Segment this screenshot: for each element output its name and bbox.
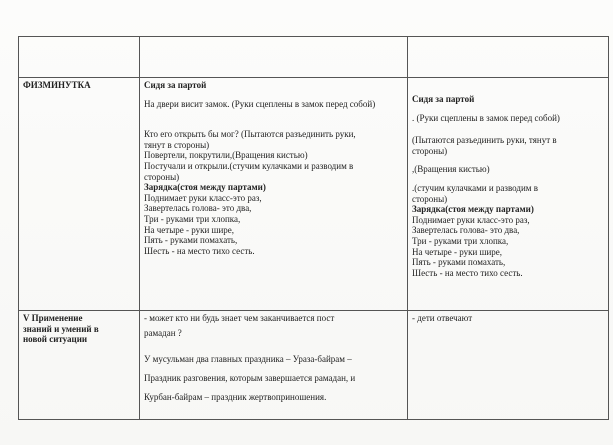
teacher-rhyme-5: Пять - руками помахать, <box>144 235 238 246</box>
teacher-verse-1: На двери висит замок. (Руки сцеплены в замок перед собой) <box>144 98 376 109</box>
teacher-rhyme-2: Завертелась голова- это два, <box>144 203 252 214</box>
student-rhyme-5: Пять - руками помахать, <box>412 257 506 268</box>
teacher-verse-2-line1: Кто его открыть бы мог? (Пытаются разъединить руки, <box>144 129 356 140</box>
stage-label-application-line3: новой ситуации <box>23 334 88 345</box>
teacher-question-line2: рамадан ? <box>144 327 182 338</box>
student-action-2-line1: (Пытаются разъединить руки, тянут в <box>412 135 557 146</box>
student-activity-cell-application <box>408 311 609 420</box>
stage-label-application-line1: V Применение <box>23 313 83 323</box>
student-zaryadka-heading: Зарядка(стоя между партами) <box>412 204 534 215</box>
student-action-2-line2: стороны) <box>412 145 448 156</box>
stage-label-application-line2: знаний и умений в <box>23 323 99 334</box>
student-action-3: ,(Вращения кистью) <box>412 164 490 175</box>
empty-cell-3 <box>408 37 609 78</box>
empty-cell-1 <box>19 37 140 78</box>
teacher-question-line1: - может кто ни будь знает чем заканчивается пост <box>144 313 335 323</box>
student-action-1: . (Руки сцеплены в замок перед собой) <box>412 112 560 123</box>
student-action-4-line1: .(стучим кулачками и разводим в <box>412 182 538 193</box>
teacher-verse-2-line3: Повертели, покрутили,(Вращения кистью) <box>144 150 308 161</box>
empty-cell-2 <box>140 37 408 78</box>
table-row-fizminutka <box>19 78 609 311</box>
student-rhyme-1: Поднимает руки класс-это раз, <box>412 214 530 225</box>
teacher-explanation-line1: У мусульман два главных праздника – Ураза-байрам – <box>144 354 352 365</box>
teacher-rhyme-4: На четыре - руки шире, <box>144 224 235 235</box>
student-rhyme-6: Шесть - на место тихо сесть. <box>412 267 523 278</box>
student-rhyme-3: Три - руками три хлопка, <box>412 235 509 246</box>
teacher-rhyme-3: Три - руками три хлопка, <box>144 213 241 224</box>
student-activity-cell-fizminutka <box>408 78 609 311</box>
student-rhyme-2: Завертелась голова- это два, <box>412 225 520 236</box>
stage-cell-fizminutka <box>19 78 140 311</box>
student-heading: Сидя за партой <box>412 94 475 104</box>
student-response: - дети отвечают <box>412 313 473 323</box>
teacher-zaryadka-heading: Зарядка(стоя между партами) <box>144 182 266 193</box>
teacher-rhyme-1: Поднимает руки класс-это раз, <box>144 192 262 203</box>
teacher-heading: Сидя за партой <box>144 80 207 90</box>
table-row-empty <box>19 37 609 78</box>
teacher-verse-2-line2: тянут в стороны) <box>144 139 210 150</box>
teacher-activity-cell-fizminutka <box>140 78 408 311</box>
teacher-rhyme-6: Шесть - на место тихо сесть. <box>144 245 255 256</box>
teacher-explanation-line3: Курбан-байрам – праздник жертвоприношения. <box>144 392 327 403</box>
teacher-verse-2-line4: Постучали и открыли.(стучим кулачками и разводим в <box>144 160 354 171</box>
table-row-application <box>19 311 609 420</box>
student-rhyme-4: На четыре - руки шире, <box>412 246 503 257</box>
teacher-activity-cell-application <box>140 311 408 420</box>
stage-label-fizminutka: ФИЗМИНУТКА <box>23 80 91 90</box>
teacher-verse-2-line5: стороны) <box>144 171 180 182</box>
student-action-4-line2: стороны) <box>412 193 448 204</box>
teacher-explanation-line2: Праздник разговения, которым завершается рамадан, и <box>144 373 356 384</box>
lesson-plan-table <box>18 36 609 420</box>
stage-cell-application <box>19 311 140 420</box>
